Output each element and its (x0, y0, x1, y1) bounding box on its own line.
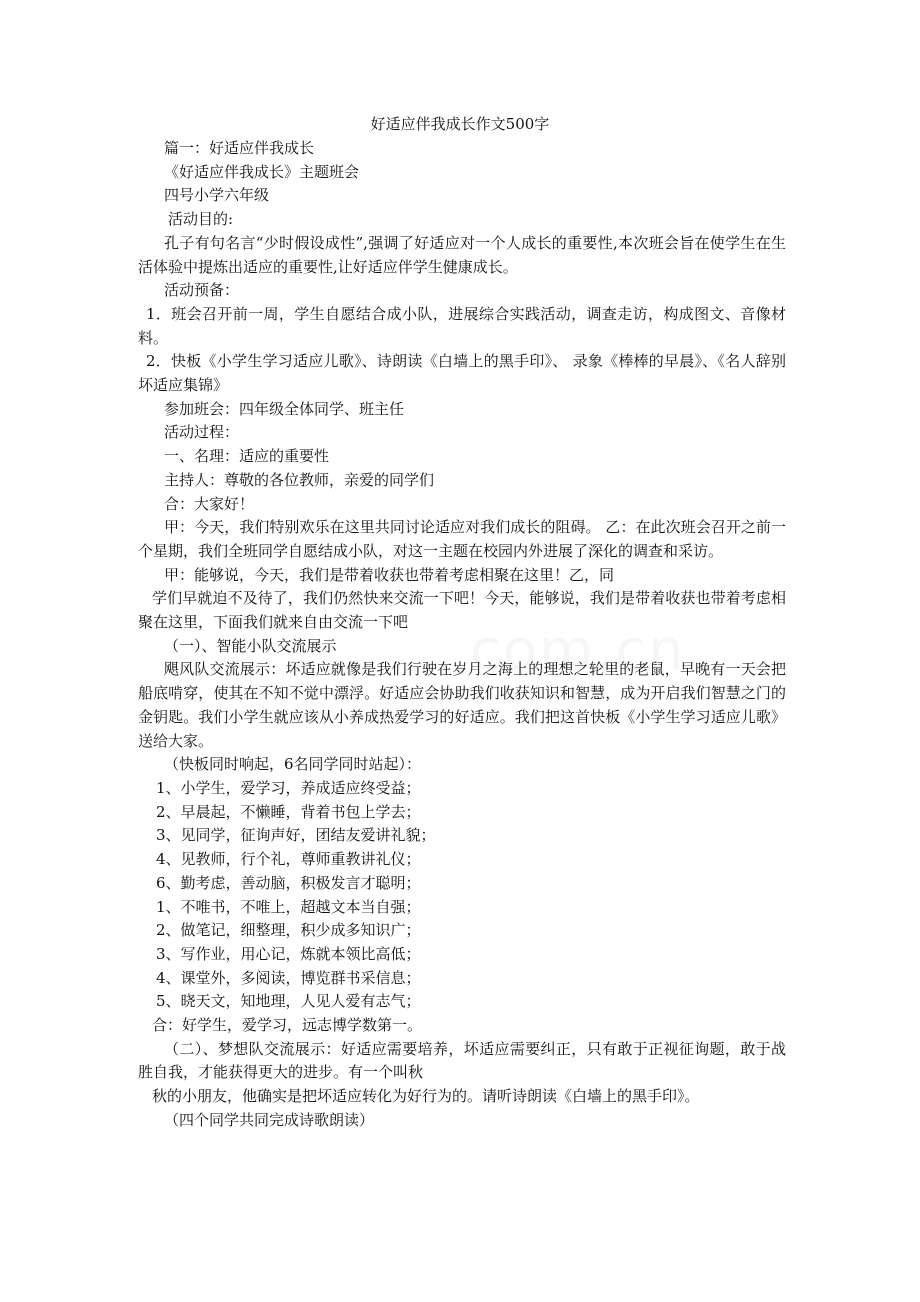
rhyme-line: 1、小学生，爱学习，养成适应终受益； (156, 778, 421, 797)
part-one-heading: 一、名理：适应的重要性 (164, 447, 330, 466)
team-one-heading: （一）、智能小队交流展示 (164, 636, 337, 655)
section-heading: 篇一：好适应伴我成长 (164, 139, 315, 157)
rhyme-line: 2、早晨起，不懒睡，背着书包上学去； (156, 802, 421, 821)
rhyme-line: 3、写作业，用心记，炼就本领比高低； (156, 944, 421, 963)
rhyme-line: 1、不唯书，不唯上，超越文本当自强； (156, 897, 421, 916)
preparation-item-1: 1．班会召开前一周，学生自愿结合成小队，进展综合实践活动，调查走访，构成图文、音像材料。 (138, 304, 786, 347)
document-body (138, 137, 786, 1133)
rhyme-line: 4、课堂外，多阅读，博览群书采信息； (156, 968, 421, 987)
rhyme-line: 4、见教师，行个礼，尊师重教讲礼仪； (156, 850, 421, 869)
rhyme-line: 3、见同学，征询声好，团结友爱讲礼貌； (156, 826, 436, 845)
rhyme-closing: 合：好学生，爱学习，远志博学数第一。 (152, 1016, 423, 1035)
rhyme-intro: （快板同时响起，6名同学同时站起）： (164, 755, 422, 774)
team-two-continuation: 秋的小朋友，他确实是把坏适应转化为好行为的。请听诗朗读《白墙上的黑手印》。 (152, 1087, 700, 1106)
purpose-heading: 活动目的: (168, 210, 234, 229)
purpose-paragraph: 孔子有句名言“少时假设成性”,强调了好适应对一个人成长的重要性,本次班会旨在使学生在生活体验中提炼出适应的重要性,让好适应伴学生健康成长。 (138, 233, 786, 276)
process-heading: 活动过程： (164, 423, 240, 442)
preparation-item-2: 2．快板《小学生学习适应儿歌》、诗朗读《白墙上的黑手印》、 录象《棒棒的早晨》、《名人辞别坏适应集锦》 (138, 352, 786, 395)
rhyme-line: 6、勤考虑，善动脑，积极发言才聪明； (156, 873, 421, 892)
team-one-paragraph: 飓风队交流展示：坏适应就像是我们行驶在岁月之海上的理想之轮里的老鼠，早晚有一天会把船底啃穿，使其在不知不觉中漂浮。好适应会协助我们收获知识和智慧，成为开启我们智慧之门的金钥匙。我们小学生就应该从小养成热爱学习的好适应。我们把这首快板《小学生学习适应儿歌》送给大家。 (138, 660, 786, 750)
theme-meeting-title: 《好适应伴我成长》主题班会 (164, 162, 360, 181)
rhyme-line: 5、晓天文，知地理，人见人爱有志气； (156, 992, 421, 1011)
all-greeting: 合：大家好！ (164, 494, 255, 513)
preparation-heading: 活动预备： (164, 281, 240, 300)
document-title: 好适应伴我成长作文500字 (370, 115, 550, 133)
dialogue-paragraph-1: 甲：今天，我们特别欢乐在这里共同讨论适应对我们成长的阻碍。 乙：在此次班会召开之前一个星期，我们全班同学自愿结成小队，对这一主题在校园内外进展了深化的调查和采访。 (138, 518, 786, 560)
poem-reading-note: （四个同学共同完成诗歌朗读） (164, 1110, 375, 1129)
dialogue-paragraph-3: 学们早就迫不及待了，我们仍然快来交流一下吧！今天，能够说，我们是带着收获也带着考虑相聚在这里，下面我们就来自由交流一下吧 (138, 589, 786, 632)
host-greeting: 主持人：尊敬的各位教师，亲爱的同学们 (164, 470, 435, 489)
team-two-paragraph: （二）、梦想队交流展示：好适应需要培养，坏适应需要纠正，只有敢于正视征询题，敢于战胜自我，才能获得更大的进步。有一个叫秋 (138, 1039, 786, 1082)
class-name: 四号小学六年级 (164, 186, 270, 205)
rhyme-line: 2、做笔记，细整理，积少成多知识广； (156, 921, 421, 940)
dialogue-paragraph-2: 甲：能够说，今天，我们是带着收获也带着考虑相聚在这里！乙，同 (164, 565, 615, 584)
participants: 参加班会：四年级全体同学、班主任 (164, 399, 405, 418)
